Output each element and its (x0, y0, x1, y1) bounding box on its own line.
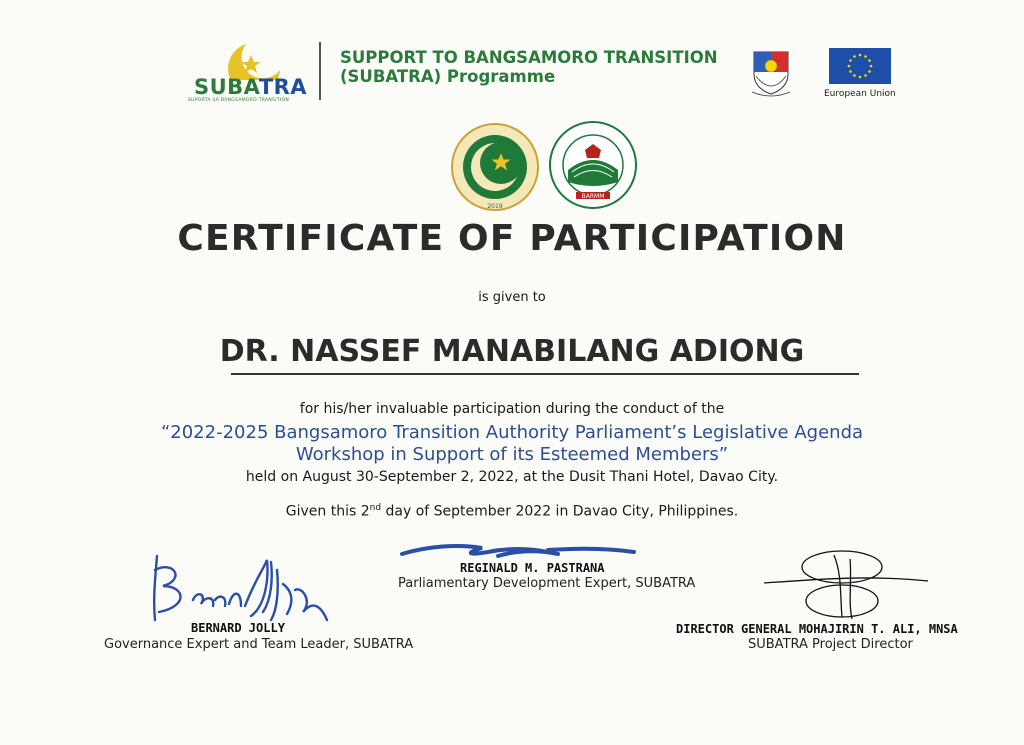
event-title-line-2: Workshop in Support of its Esteemed Members” (295, 444, 729, 465)
signature-ali (760, 545, 930, 625)
given-date-text: Given this 2nd day of September 2022 in Davao City, Philippines. (285, 503, 739, 520)
programme-line-2: (SUBATRA) Programme (340, 67, 556, 86)
participation-text: for his/her invaluable participation during the conduct of the (299, 401, 725, 417)
subatra-crescent-icon (188, 40, 318, 80)
event-title (0, 422, 1024, 466)
eu-flag-icon (829, 48, 891, 84)
signatory-1-name: BERNARD JOLLY (191, 621, 285, 635)
barmm-seal-icon (450, 122, 540, 212)
programme-title (340, 48, 718, 86)
subatra-tagline: SUPORTA SA BANGSAMORO TRANSITION (188, 98, 290, 103)
recipient-underline (231, 373, 859, 375)
signatory-2-name: REGINALD M. PASTRANA (460, 561, 605, 575)
parliament-seal-text: BARMM (581, 193, 605, 200)
header-divider (319, 42, 321, 100)
event-title-line-1: “2022-2025 Bangsamoro Transition Authority Parliament’s Legislative Agenda (160, 422, 864, 443)
signatory-3-name: DIRECTOR GENERAL MOHAJIRIN T. ALI, MNSA (676, 622, 958, 636)
given-to-label: is given to (478, 290, 546, 305)
signatory-2-role: Parliamentary Development Expert, SUBATRA (398, 576, 696, 591)
philippine-seal-icon (746, 46, 796, 98)
signatory-1-role: Governance Expert and Team Leader, SUBATRA (104, 637, 414, 652)
programme-line-1: SUPPORT TO BANGSAMORO TRANSITION (340, 48, 718, 67)
signatory-3-role: SUBATRA Project Director (748, 637, 913, 652)
barmm-seal-year: 2019 (487, 203, 503, 210)
event-venue-date: held on August 30-September 2, 2022, at the Dusit Thani Hotel, Davao City. (245, 469, 779, 485)
signature-jolly (145, 550, 345, 630)
recipient-name: DR. NASSEF MANABILANG ADIONG (219, 334, 805, 369)
parliament-seal-icon (548, 120, 638, 210)
subatra-wordmark: SUBATRA (194, 75, 308, 99)
certificate-title: CERTIFICATE OF PARTICIPATION (177, 218, 847, 259)
subatra-logo (188, 40, 318, 106)
eu-label: European Union (824, 89, 896, 99)
